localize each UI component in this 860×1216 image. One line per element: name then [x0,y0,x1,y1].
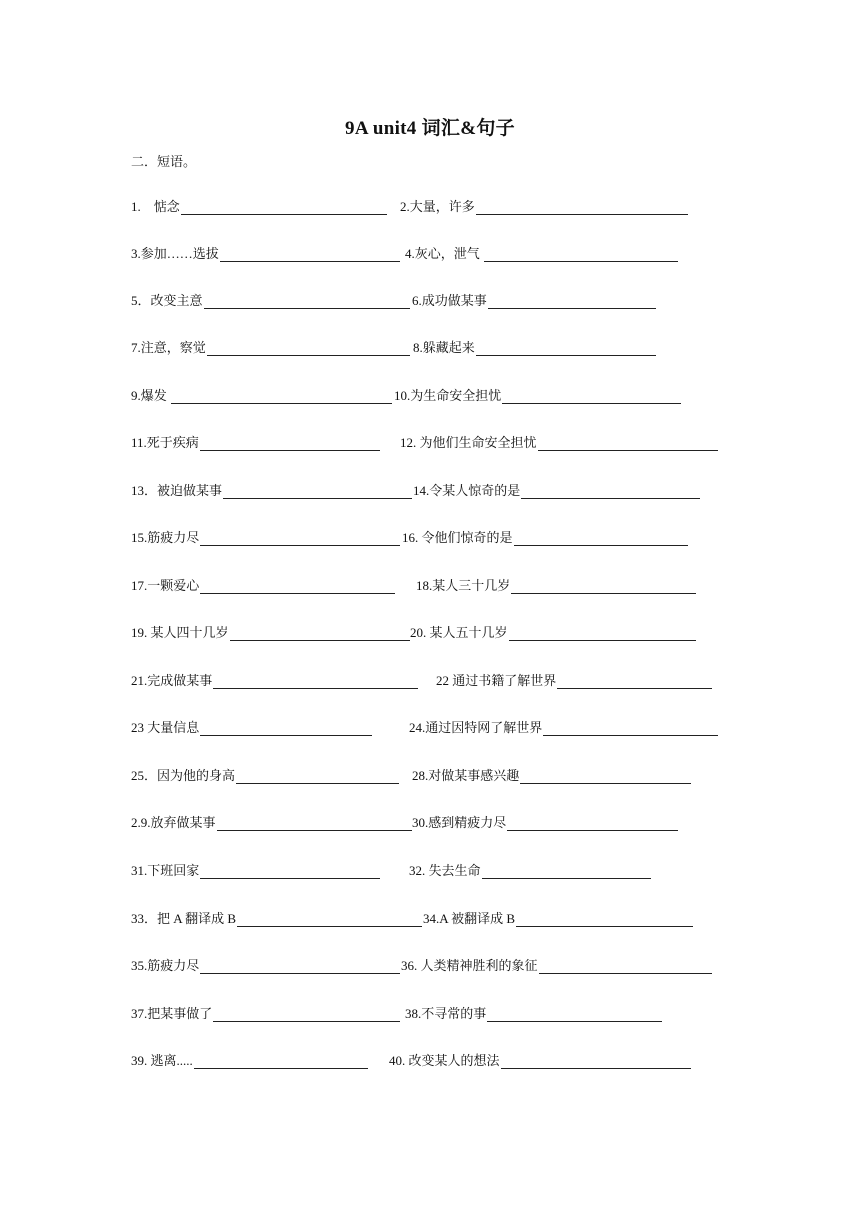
item-label: 8.躲藏起来 [413,340,475,355]
item-label: 3.参加……选拔 [131,246,219,261]
item-label: 20. 某人五十几岁 [410,625,508,640]
answer-blank[interactable] [200,865,380,879]
item-label: 25．因为他的身高 [131,768,236,783]
item-label: 5．改变主意 [131,293,203,308]
exercise-item [131,812,412,831]
item-label: 13．被迫做某事 [131,483,223,498]
item-label: 39. 逃离..... [131,1053,193,1068]
answer-blank[interactable] [520,770,691,784]
exercise-item [131,575,395,594]
exercise-item [405,243,678,262]
item-label: 24.通过因特网了解世界 [409,720,543,735]
item-label: 12. 为他们生命安全担忧 [400,435,537,450]
item-label: 37.把某事做了 [131,1006,213,1021]
answer-blank[interactable] [543,722,718,736]
answer-blank[interactable] [213,675,418,689]
exercise-item [412,812,678,831]
exercise-row [0,622,860,642]
answer-blank[interactable] [200,960,400,974]
item-label: 31.下班回家 [131,863,200,878]
answer-blank[interactable] [488,295,656,309]
item-label: 33．把 A 翻译成 B [131,911,237,926]
answer-blank[interactable] [501,1055,691,1069]
exercise-item [405,1003,662,1022]
exercise-item [131,290,410,309]
exercise-row [0,480,860,500]
exercise-row [0,432,860,452]
answer-blank[interactable] [476,342,656,356]
page-title: 9A unit4 词汇&句子 [345,118,515,139]
answer-blank[interactable] [230,627,410,641]
answer-blank[interactable] [502,390,681,404]
answer-blank[interactable] [516,913,693,927]
item-label: 30.感到精疲力尽 [412,815,507,830]
exercise-item [131,337,410,356]
item-label: 1. 惦念 [131,199,180,214]
answer-blank[interactable] [538,437,718,451]
answer-blank[interactable] [181,201,387,215]
exercise-row [0,717,860,737]
exercise-item [400,196,688,215]
item-label: 10.为生命安全担忧 [394,388,502,403]
exercise-item [394,385,681,404]
item-label: 19. 某人四十几岁 [131,625,229,640]
item-label: 35.筋疲力尽 [131,958,200,973]
answer-blank[interactable] [207,342,410,356]
answer-blank[interactable] [237,913,422,927]
answer-blank[interactable] [482,865,651,879]
exercise-row [0,337,860,357]
exercise-item [389,1050,691,1069]
exercise-item [131,955,400,974]
answer-blank[interactable] [213,1008,400,1022]
item-label: 4.灰心，泄气 [405,246,484,261]
exercise-item [413,337,656,356]
exercise-row [0,812,860,832]
item-label: 38.不寻常的事 [405,1006,487,1021]
answer-blank[interactable] [521,485,700,499]
exercise-item [131,717,372,736]
exercise-item [131,527,400,546]
item-label: 2.大量，许多 [400,199,475,214]
exercise-row [0,1003,860,1023]
item-label: 22 通过书籍了解世界 [436,673,557,688]
exercise-row [0,385,860,405]
exercise-row [0,670,860,690]
answer-blank[interactable] [200,532,400,546]
answer-blank[interactable] [507,817,678,831]
item-label: 16. 令他们惊奇的是 [402,530,513,545]
exercise-item [409,860,651,879]
answer-blank[interactable] [200,722,372,736]
exercise-row [0,575,860,595]
answer-blank[interactable] [487,1008,662,1022]
answer-blank[interactable] [511,580,696,594]
item-label: 7.注意，察觉 [131,340,206,355]
exercise-item [436,670,712,689]
exercise-item [131,432,380,451]
item-label: 17.一颗爱心 [131,578,200,593]
exercise-row [0,527,860,547]
exercise-item [131,196,387,215]
item-label: 40. 改变某人的想法 [389,1053,500,1068]
exercise-item [423,908,693,927]
item-label: 2.9.放弃做某事 [131,815,216,830]
answer-blank[interactable] [557,675,712,689]
exercise-row [0,908,860,928]
exercise-item [412,765,691,784]
answer-blank[interactable] [171,390,392,404]
exercise-item [131,908,422,927]
exercise-row [0,1050,860,1070]
exercise-item [131,1050,368,1069]
exercise-item [131,243,400,262]
item-label: 15.筋疲力尽 [131,530,200,545]
exercise-item [412,290,656,309]
answer-blank[interactable] [204,295,410,309]
item-label: 11.死于疾病 [131,435,199,450]
item-label: 18.某人三十几岁 [416,578,511,593]
exercise-item [131,1003,400,1022]
item-label: 36. 人类精神胜利的象征 [401,958,538,973]
section-heading: 二．短语。 [131,154,197,169]
item-label: 23 大量信息 [131,720,200,735]
exercise-row [0,196,860,216]
exercise-item [416,575,696,594]
answer-blank[interactable] [223,485,412,499]
exercise-item [131,622,410,641]
item-label: 34.A 被翻译成 B [423,911,516,926]
exercise-item [131,385,392,404]
exercise-row [0,243,860,263]
exercise-item [131,480,412,499]
item-label: 32. 失去生命 [409,863,481,878]
exercise-item [410,622,696,641]
answer-blank[interactable] [200,580,395,594]
answer-blank[interactable] [217,817,412,831]
exercise-item [409,717,718,736]
answer-blank[interactable] [539,960,712,974]
answer-blank[interactable] [514,532,688,546]
answer-blank[interactable] [476,201,688,215]
item-label: 6.成功做某事 [412,293,487,308]
answer-blank[interactable] [236,770,399,784]
answer-blank[interactable] [484,248,678,262]
answer-blank[interactable] [220,248,400,262]
exercise-item [413,480,700,499]
exercise-row [0,765,860,785]
exercise-item [402,527,688,546]
exercise-item [131,670,418,689]
exercise-row [0,955,860,975]
item-label: 14.令某人惊奇的是 [413,483,521,498]
item-label: 28.对做某事感兴趣 [412,768,520,783]
exercise-item [131,860,380,879]
exercise-item [400,432,718,451]
exercise-row [0,290,860,310]
answer-blank[interactable] [509,627,696,641]
exercise-row [0,860,860,880]
answer-blank[interactable] [194,1055,368,1069]
item-label: 9.爆发 [131,388,171,403]
answer-blank[interactable] [200,437,380,451]
exercise-item [131,765,399,784]
item-label: 21.完成做某事 [131,673,213,688]
exercise-item [401,955,712,974]
